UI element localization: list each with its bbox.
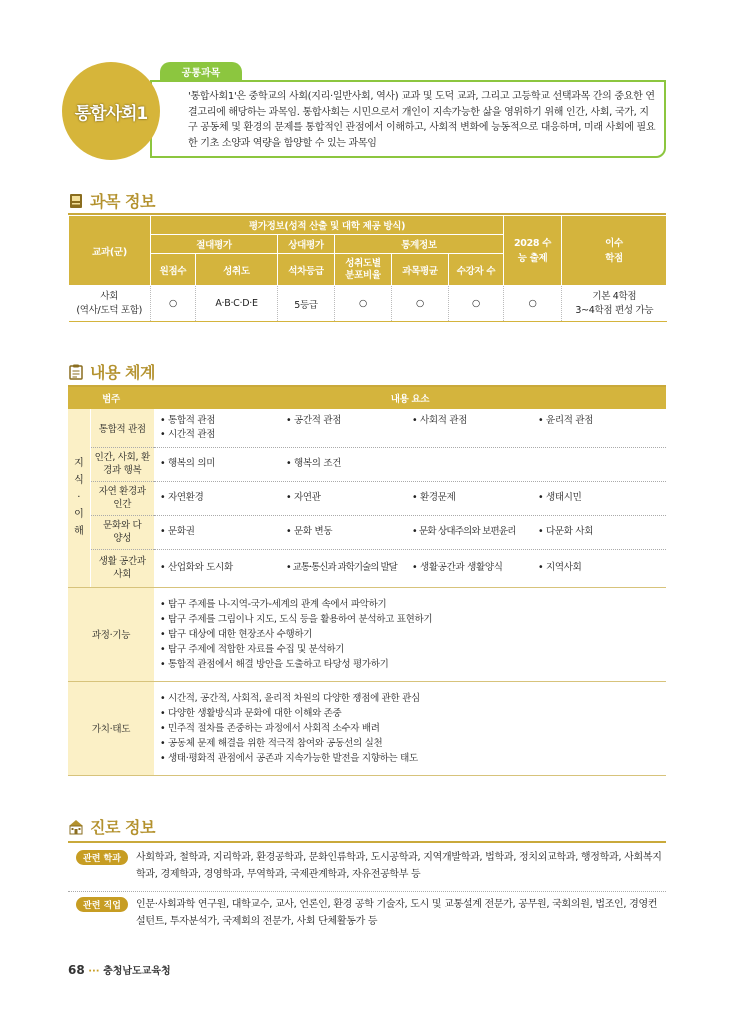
job-label: 관련 직업 xyxy=(76,897,128,912)
table-row xyxy=(68,515,666,549)
career-heading xyxy=(68,815,155,838)
table-row xyxy=(68,681,666,775)
subject-type-tag: 공통과목 xyxy=(160,62,242,81)
col-raw: 원점수 xyxy=(151,254,196,286)
divider xyxy=(68,841,666,843)
col-stats: 통계정보 xyxy=(335,235,504,254)
col-eval: 평가정보(성적 산출 및 대학 제공 방식) xyxy=(151,216,504,235)
table-row xyxy=(68,587,666,681)
col-grade: 석차등급 xyxy=(278,254,335,286)
elements-cell: • 행복의 의미 • 행복의 조건 xyxy=(154,447,666,481)
subject-info-title: 과목 정보 xyxy=(90,192,155,211)
category-cell: 인간, 사회, 환경과 행복 xyxy=(90,447,154,481)
col-subject: 교과(군) xyxy=(69,216,151,286)
avg-cell: ○ xyxy=(392,286,449,322)
career-title: 진로 정보 xyxy=(90,818,155,837)
book-icon xyxy=(68,193,84,209)
content-system-title: 내용 체계 xyxy=(90,363,155,382)
subject-info-table xyxy=(68,215,667,322)
related-departments xyxy=(68,849,666,892)
subject-description-box xyxy=(150,80,666,158)
page-number: 68 xyxy=(68,963,85,977)
dept-text: 사회학과, 철학과, 지리학과, 환경공학과, 문화인류학과, 도시공학과, 지역개발학과, 법학과, 정치외교학과, 행정학과, 사회복지학과, 경제학과, 경영학과, 무역학과, 국제관계학과, 자유전공학부 등 xyxy=(136,852,662,880)
school-icon xyxy=(68,819,84,835)
content-system-heading xyxy=(68,360,155,383)
col-credit: 이수 학점 xyxy=(562,216,667,286)
value-label: 가치·태도 xyxy=(68,681,154,775)
achieve-cell: A·B·C·D·E xyxy=(196,286,278,322)
exam-cell: ○ xyxy=(504,286,562,322)
col-category: 범주 xyxy=(68,387,154,409)
footer-org: 충청남도교육청 xyxy=(103,966,171,977)
subject-title-badge xyxy=(62,62,160,160)
process-label: 과정·기능 xyxy=(68,587,154,681)
col-2028: 2028 수능 출제 xyxy=(504,216,562,286)
col-ratio: 성취도별 분포비율 xyxy=(335,254,392,286)
col-avg: 과목평균 xyxy=(392,254,449,286)
elements-cell: • 자연환경 • 자연관 • 환경문제 • 생태시민 xyxy=(154,481,666,515)
elements-cell: • 통합적 관점 • 공간적 관점 • 사회적 관점 • 윤리적 관점 • 시간적 관점 xyxy=(154,409,666,447)
related-jobs xyxy=(68,896,666,938)
table-row xyxy=(68,447,666,481)
subject-title: 통합사회1 xyxy=(74,103,148,124)
value-items: • 시간적, 공간적, 사회적, 윤리적 차원의 다양한 쟁점에 관한 관심 • 다양한 생활방식과 문화에 대한 이해와 존중 • 민주적 절차를 존중하는 과정에서 사회적 소수자 배려 • 공동체 문제 해결을 위한 적극적 참여와 공동선의 실천 • 생태·평화적 관점에서 공존과 지속가능한 발전을 지향하는 태도 xyxy=(154,681,666,775)
footer-dots: ··· xyxy=(88,966,100,977)
col-absolute: 절대평가 xyxy=(151,235,278,254)
category-cell: 문화와 다양성 xyxy=(90,515,154,549)
table-row xyxy=(68,409,666,447)
count-cell: ○ xyxy=(449,286,504,322)
col-relative: 상대평가 xyxy=(278,235,335,254)
credit-cell: 기본 4학점 3~4학점 편성 가능 xyxy=(562,286,667,322)
process-items: • 탐구 주제를 나-지역-국가-세계의 관계 속에서 파악하기 • 탐구 주제를 그림이나 지도, 도식 등을 활용하여 분석하고 표현하기 • 탐구 대상에 대한 현장조사 수행하기 • 탐구 주제에 적합한 자료를 수집 및 분석하기 • 통합적 관점에서 해결 방안을 도출하고 타당성 평가하기 xyxy=(154,587,666,681)
category-cell: 자연 환경과 인간 xyxy=(90,481,154,515)
table-row xyxy=(68,481,666,515)
elements-cell: • 문화권 • 문화 변동 • 문화 상대주의와 보편윤리 • 다문화 사회 xyxy=(154,515,666,549)
content-system-table xyxy=(68,387,666,776)
subject-description: '통합사회1'은 중학교의 사회(지리·일반사회, 역사) 교과 및 도덕 교과, 그리고 고등학교 선택과목 간의 중요한 연결고리에 해당하는 과목임. 통합사회는 시민으로서 개인이 지속가능한 삶을 영위하기 위해 인간, 사회, 국가, 지구 공동체 및 환경의 문제를 통합적인 관점에서 이해하고, 사회적 변화에 능동적으로 대응하며, 미래 사회에 필요한 기초 소양과 역량을 함양할 수 있는 과목임 xyxy=(188,91,656,149)
clipboard-icon xyxy=(68,364,84,380)
elements-cell: • 산업화와 도시화 • 교통·통신과 과학기술의 발달 • 생활공간과 생활양식 • 지역사회 xyxy=(154,549,666,587)
job-text: 인문·사회과학 연구원, 대학교수, 교사, 언론인, 환경 공학 기술자, 도시 및 교통설계 전문가, 공무원, 국회의원, 법조인, 경영컨설턴트, 투자분석가, 국제회의 전문가, 사회 단체활동가 등 xyxy=(136,899,658,927)
knowledge-label: 지식·이해 xyxy=(68,409,90,587)
table-row xyxy=(69,286,667,322)
ratio-cell: ○ xyxy=(335,286,392,322)
col-count: 수강자 수 xyxy=(449,254,504,286)
col-achieve: 성취도 xyxy=(196,254,278,286)
table-row xyxy=(68,549,666,587)
grade-cell: 5등급 xyxy=(278,286,335,322)
category-cell: 생활 공간과 사회 xyxy=(90,549,154,587)
page-footer xyxy=(68,962,171,977)
dept-label: 관련 학과 xyxy=(76,850,128,865)
category-cell: 통합적 관점 xyxy=(90,409,154,447)
raw-cell: ○ xyxy=(151,286,196,322)
col-elements: 내용 요소 xyxy=(154,387,666,409)
subject-cell: 사회 (역사/도덕 포함) xyxy=(69,286,151,322)
subject-info-heading xyxy=(68,189,155,212)
